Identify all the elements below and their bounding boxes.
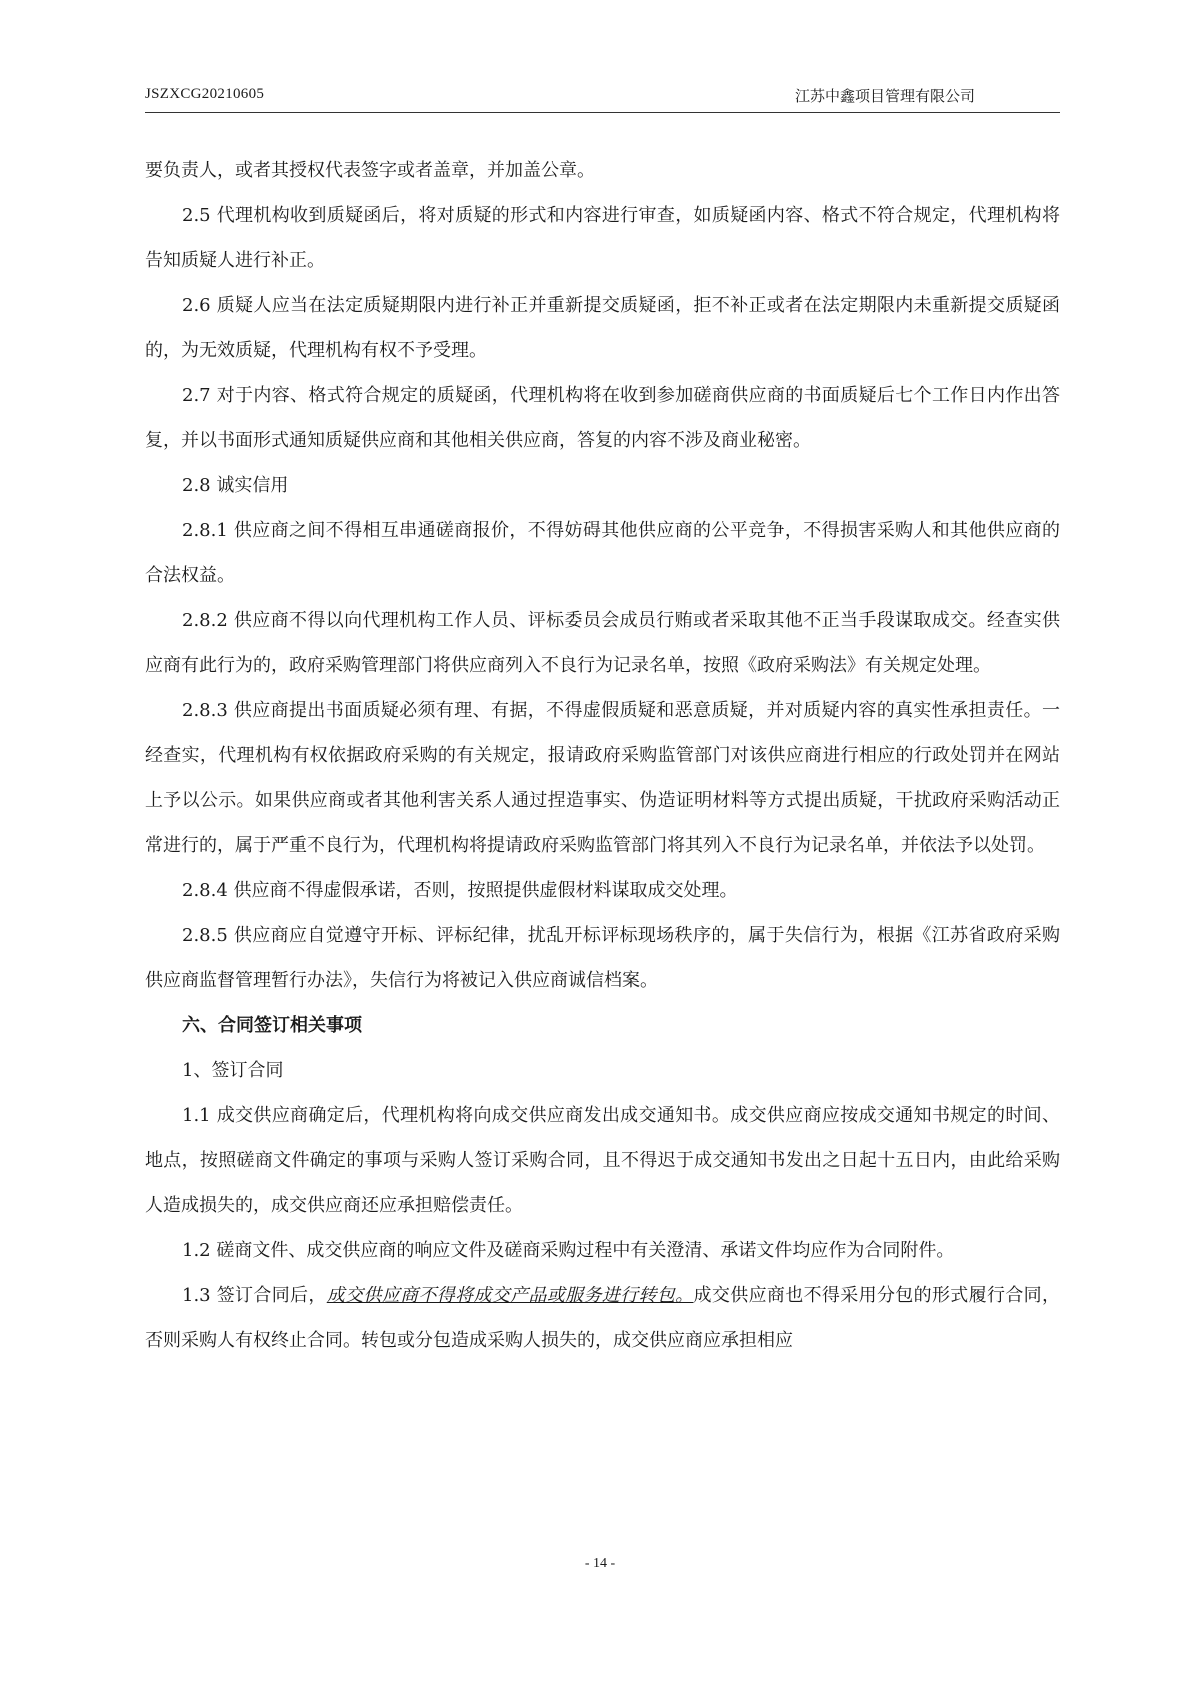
paragraph-text: 1.3 签订合同后， bbox=[182, 1285, 327, 1306]
document-body bbox=[145, 148, 1060, 1363]
page-number: - 14 - bbox=[584, 1556, 616, 1571]
paragraph: 2.8.1 供应商之间不得相互串通磋商报价，不得妨碍其他供应商的公平竞争，不得损害采购人和其他供应商的合法权益。 bbox=[145, 520, 1060, 586]
paragraph: 1.2 磋商文件、成交供应商的响应文件及磋商采购过程中有关澄清、承诺文件均应作为合同附件。 bbox=[182, 1240, 955, 1261]
paragraph-text: 成交供应商也不得采用分包的形式履行合同，否则采购人有权终止合同。转包或分包造成采购人损失的，成交供应商应承担相应 bbox=[145, 1285, 1061, 1351]
paragraph: 2.8.3 供应商提出书面质疑必须有理、有据，不得虚假质疑和恶意质疑，并对质疑内容的真实性承担责任。一经查实，代理机构有权依据政府采购的有关规定，报请政府采购监管部门对该供应商进行相应的行政处罚并在网站上予以公示。如果供应商或者其他利害关系人通过捏造事实、伪造证明材料等方式提出质疑，干扰政府采购活动正常进行的，属于严重不良行为，代理机构将提请政府采购监管部门将其列入不良行为记录名单，并依法予以处罚。 bbox=[145, 700, 1060, 856]
paragraph: 2.6 质疑人应当在法定质疑期限内进行补正并重新提交质疑函，拒不补正或者在法定期限内未重新提交质疑函的，为无效质疑，代理机构有权不予受理。 bbox=[145, 295, 1060, 361]
paragraph: 2.5 代理机构收到质疑函后，将对质疑的形式和内容进行审查，如质疑函内容、格式不符合规定，代理机构将告知质疑人进行补正。 bbox=[145, 205, 1060, 271]
paragraph: 2.8.2 供应商不得以向代理机构工作人员、评标委员会成员行贿或者采取其他不正当手段谋取成交。经查实供应商有此行为的，政府采购管理部门将供应商列入不良行为记录名单，按照《政府采购法》有关规定处理。 bbox=[145, 610, 1060, 676]
paragraph: 2.8.4 供应商不得虚假承诺，否则，按照提供虚假材料谋取成交处理。 bbox=[182, 880, 738, 901]
paragraph: 要负责人，或者其授权代表签字或者盖章，并加盖公章。 bbox=[145, 160, 595, 181]
paragraph: 2.8.5 供应商应自觉遵守开标、评标纪律，扰乱开标评标现场秩序的，属于失信行为，根据《江苏省政府采购供应商监督管理暂行办法》，失信行为将被记入供应商诚信档案。 bbox=[145, 925, 1060, 991]
paragraph bbox=[145, 1273, 1060, 1363]
paragraph: 2.8 诚实信用 bbox=[182, 475, 289, 496]
company-name: 江苏中鑫项目管理有限公司 bbox=[794, 87, 975, 105]
page-header bbox=[145, 82, 1060, 113]
emphasized-text: 成交供应商不得将成交产品或服务进行转包。 bbox=[326, 1285, 694, 1306]
section-heading: 六、合同签订相关事项 bbox=[182, 1015, 362, 1036]
paragraph: 2.7 对于内容、格式符合规定的质疑函，代理机构将在收到参加磋商供应商的书面质疑后七个工作日内作出答复，并以书面形式通知质疑供应商和其他相关供应商，答复的内容不涉及商业秘密。 bbox=[145, 385, 1060, 451]
document-code: JSZXCG20210605 bbox=[145, 86, 265, 102]
subsection-heading: 1、签订合同 bbox=[182, 1060, 284, 1081]
paragraph: 1.1 成交供应商确定后，代理机构将向成交供应商发出成交通知书。成交供应商应按成交通知书规定的时间、地点，按照磋商文件确定的事项与采购人签订采购合同，且不得迟于成交通知书发出之日起十五日内，由此给采购人造成损失的，成交供应商还应承担赔偿责任。 bbox=[145, 1105, 1060, 1216]
